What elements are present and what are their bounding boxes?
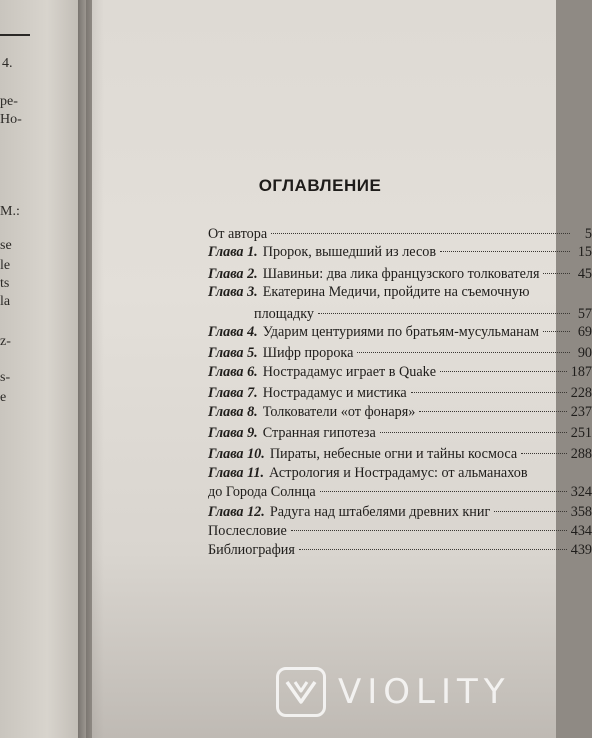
toc-chapter-label: Глава 2.	[208, 266, 258, 282]
toc-entry-title: Астрология и Нострадамус: от альманахов	[269, 465, 528, 481]
toc-entry	[208, 226, 592, 246]
toc-entry	[208, 484, 592, 504]
watermark-text: VIOLITY	[338, 672, 511, 712]
toc-page-number: 358	[570, 504, 592, 520]
toc-chapter-label: Глава 7.	[208, 385, 258, 401]
toc-title-text: ОГЛАВЛЕНИЕ	[258, 176, 382, 195]
watermark	[276, 662, 511, 722]
toc-chapter-label: Глава 4.	[208, 324, 258, 340]
toc-entry-title: Шавиньи: два лика французского толкователя	[262, 266, 540, 282]
toc-entry-title: Пираты, небесные огни и тайны космоса	[269, 446, 518, 462]
toc-entry-title: Шифр пророка	[262, 345, 354, 361]
toc-entry-title: Послесловие	[208, 523, 287, 539]
toc-page-number: 228	[570, 385, 592, 401]
toc-page-number: 324	[570, 484, 592, 500]
left-fragment: М.:	[0, 204, 20, 219]
toc-chapter-label: Глава 12.	[208, 504, 265, 520]
toc-page-number: 187	[570, 364, 592, 380]
toc-title	[92, 176, 556, 196]
right-page	[92, 0, 592, 738]
toc-page-number: 5	[584, 226, 592, 242]
toc-leader-dots	[440, 251, 570, 252]
toc-leader-dots	[543, 273, 570, 274]
toc-chapter-label: Глава 8.	[208, 404, 258, 420]
toc-chapter-label: Глава 1.	[208, 244, 258, 260]
toc-page-number: 288	[570, 446, 592, 462]
toc-entry	[208, 364, 592, 384]
toc-leader-dots	[291, 530, 567, 531]
toc-leader-dots	[299, 549, 567, 550]
toc-entry	[208, 306, 592, 326]
left-fragment: z-	[0, 334, 11, 349]
toc-entry-title: От автора	[208, 226, 268, 242]
left-page	[0, 0, 86, 738]
toc-leader-dots	[521, 453, 567, 454]
toc-entry	[208, 324, 592, 344]
toc-entry	[208, 404, 592, 424]
toc-leader-dots	[357, 352, 570, 353]
toc-entry-title: Екатерина Медичи, пройдите на съемочную	[262, 284, 530, 300]
toc-entry-title: Нострадамус играет в Quake	[262, 364, 437, 380]
toc-page-number: 90	[577, 345, 592, 361]
toc-page-number: 57	[577, 306, 592, 322]
toc-entry	[208, 542, 592, 562]
left-fragment: 4.	[2, 56, 13, 71]
toc-chapter-label: Глава 6.	[208, 364, 258, 380]
toc-page-number: 15	[577, 244, 592, 260]
toc-entry-title: Радуга над штабелями древних книг	[269, 504, 491, 520]
left-fragment: le	[0, 258, 11, 273]
toc-page-number: 434	[570, 523, 592, 539]
toc-chapter-label: Глава 9.	[208, 425, 258, 441]
left-fragment: ts	[0, 276, 10, 291]
left-fragment: s-	[0, 370, 11, 385]
toc-entry	[208, 446, 592, 466]
toc-page-number: 251	[570, 425, 592, 441]
left-fragment: ре-	[0, 94, 18, 109]
left-fragment: se	[0, 238, 12, 253]
left-fragment: la	[0, 294, 11, 309]
toc-leader-dots	[411, 392, 567, 393]
left-page-rule	[0, 34, 30, 36]
toc-entry-title: Странная гипотеза	[262, 425, 376, 441]
toc-leader-dots	[380, 432, 567, 433]
toc-entry	[208, 465, 592, 485]
toc-entry	[208, 266, 592, 286]
toc-leader-dots	[543, 331, 570, 332]
toc-entry	[208, 425, 592, 445]
toc-leader-dots	[419, 411, 566, 412]
toc-page-number: 45	[577, 266, 592, 282]
toc-leader-dots	[494, 511, 566, 512]
toc-entry-title: Нострадамус и мистика	[262, 385, 407, 401]
toc-entry-title: Пророк, вышедший из лесов	[262, 244, 437, 260]
toc-entry	[208, 385, 592, 405]
toc-entry	[208, 284, 592, 304]
left-fragment: Но-	[0, 112, 22, 127]
toc-entry	[208, 345, 592, 365]
toc-entry	[208, 504, 592, 524]
toc-chapter-label: Глава 10.	[208, 446, 265, 462]
toc-chapter-label: Глава 5.	[208, 345, 258, 361]
toc-chapter-label: Глава 3.	[208, 284, 258, 300]
left-fragment: e	[0, 390, 7, 405]
book-gutter-shadow	[78, 0, 104, 738]
toc-page-number: 69	[577, 324, 592, 340]
toc-entry	[208, 244, 592, 264]
toc-leader-dots	[320, 491, 567, 492]
toc-chapter-label: Глава 11.	[208, 465, 265, 481]
toc-page-number: 439	[570, 542, 592, 558]
toc-page-number: 237	[570, 404, 592, 420]
toc-entry-title: площадку	[254, 306, 314, 322]
toc-entry-title: Библиография	[208, 542, 295, 558]
toc-entry	[208, 523, 592, 543]
toc-leader-dots	[440, 371, 567, 372]
violity-logo-icon	[276, 667, 326, 717]
toc-entry-title: до Города Солнца	[208, 484, 316, 500]
toc-entry-title: Ударим центуриями по братьям-мусульманам	[262, 324, 540, 340]
toc-leader-dots	[318, 313, 570, 314]
toc-entry-title: Толкователи «от фонаря»	[262, 404, 416, 420]
toc-leader-dots	[271, 233, 570, 234]
